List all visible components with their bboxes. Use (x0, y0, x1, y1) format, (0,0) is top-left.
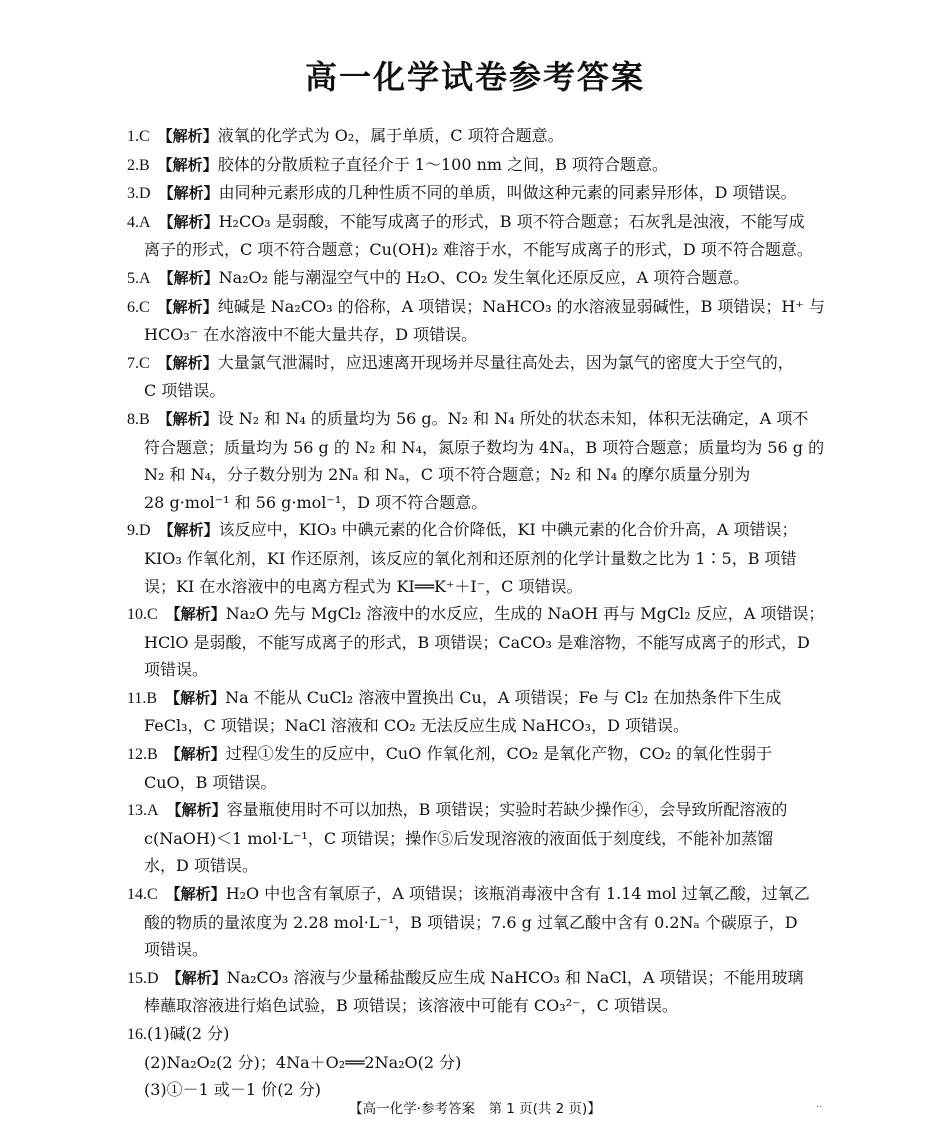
analysis-tag: 【解析】 (157, 353, 218, 372)
answer-line: HCO₃⁻ 在水溶液中不能大量共存，D 项错误。 (144, 325, 478, 345)
answer-line (127, 516, 827, 545)
answer-line: c(NaOH)＜1 mol·L⁻¹，C 项错误；操作⑤后发现溶液的液面低于刻度线，不能补加蒸馏 (144, 828, 774, 848)
answer-text: 液氧的化学式为 O₂，属于单质，C 项符合题意。 (217, 126, 564, 145)
analysis-tag: 【解析】 (165, 605, 226, 624)
page-footer: 【高一化学·参考答案 第 1 页(共 2 页)】 (349, 1101, 601, 1117)
analysis-tag: 【解析】 (165, 885, 226, 904)
analysis-tag: 【解析】 (157, 297, 218, 316)
answer-line (127, 208, 827, 237)
analysis-tag: 【解析】 (166, 801, 227, 820)
answer-line: 符合题意；质量均为 56 g 的 N₂ 和 N₄，氮原子数均为 4Nₐ，B 项符合题意；质量均为 56 g 的 (144, 437, 825, 457)
analysis-tag: 【解析】 (158, 212, 219, 231)
analysis-tag: 【解析】 (158, 521, 219, 540)
answer-item (127, 208, 827, 264)
analysis-tag: 【解析】 (165, 688, 226, 707)
corner-mark: ·· (816, 1102, 823, 1113)
answer-item (127, 349, 827, 405)
answer-line (127, 264, 827, 293)
item-number: 14.C (127, 886, 158, 904)
sub-answer-text: (1)碱(2 分) (147, 1024, 230, 1043)
answer-item (127, 405, 827, 516)
answer-text: Na₂O 先与 MgCl₂ 溶液中的水反应，生成的 NaOH 再与 MgCl₂ 反应，A 项错误； (225, 604, 825, 624)
answer-item (127, 264, 827, 293)
answer-text: Na₂CO₃ 溶液与少量稀盐酸反应生成 NaHCO₃ 和 NaCl，A 项错误；不能用玻璃 (226, 967, 804, 987)
item-number: 3.D (127, 185, 151, 203)
answer-item (127, 684, 827, 740)
answer-item (127, 122, 827, 151)
answer-item-16 (127, 1020, 827, 1104)
answer-line: 项错误。 (144, 660, 209, 680)
answer-line: FeCl₃，C 项错误；NaCl 溶液和 CO₂ 无法反应生成 NaHCO₃，D 项错误。 (144, 716, 689, 736)
answer-line: HClO 是弱酸，不能写成离子的形式，B 项错误；CaCO₃ 是难溶物，不能写成离子的形式，D (144, 632, 810, 652)
answer-line (127, 179, 827, 208)
item-number: 9.D (127, 522, 151, 540)
page-title: 高一化学试卷参考答案 (304, 58, 645, 96)
item-number: 8.B (127, 410, 150, 428)
item-number: 12.B (127, 746, 158, 764)
analysis-tag: 【解析】 (166, 968, 227, 987)
answer-line (127, 405, 827, 434)
item-number: 13.A (127, 802, 159, 820)
answer-text: 胶体的分散质粒子直径介于 1～100 nm 之间，B 项符合题意。 (217, 154, 668, 174)
answer-line: 项错误。 (144, 940, 209, 960)
answer-line: 28 g·mol⁻¹ 和 56 g·mol⁻¹，D 项不符合题意。 (144, 492, 488, 512)
item-number: 11.B (127, 689, 158, 707)
answer-line (127, 151, 827, 180)
item-number: 4.A (127, 213, 151, 231)
analysis-tag: 【解析】 (157, 127, 218, 145)
item-number: 1.C (127, 128, 150, 145)
answer-item (127, 516, 827, 600)
answer-text: 设 N₂ 和 N₄ 的质量均为 56 g。N₂ 和 N₄ 所处的状态未知，体积无法确定，A 项不 (217, 408, 809, 428)
sub-answer (127, 1020, 827, 1049)
answer-line (127, 684, 827, 713)
sub-answer: (2)Na₂O₂(2 分)；4Na＋O₂══2Na₂O(2 分) (144, 1052, 462, 1072)
answer-line (127, 796, 827, 825)
answer-item (127, 293, 827, 349)
answer-item (127, 600, 827, 684)
item-number: 16. (127, 1026, 147, 1043)
analysis-tag: 【解析】 (158, 184, 219, 203)
answer-text: Na 不能从 CuCl₂ 溶液中置换出 Cu，A 项错误；Fe 与 Cl₂ 在加热条件下生成 (225, 687, 782, 707)
answer-text: 纯碱是 Na₂CO₃ 的俗称，A 项错误；NaHCO₃ 的水溶液显弱碱性，B 项错误；H⁺ 与 (217, 296, 825, 316)
answer-line: 离子的形式，C 项不符合题意；Cu(OH)₂ 难溶于水，不能写成离子的形式，D 项不符合题意。 (144, 240, 813, 260)
answer-text: 过程①发生的反应中，CuO 作氧化剂，CO₂ 是氧化产物，CO₂ 的氧化性弱于 (225, 744, 773, 764)
answer-line (127, 349, 827, 378)
answer-text: 该反应中，KIO₃ 中碘元素的化合价降低，KI 中碘元素的化合价升高，A 项错误； (218, 520, 798, 540)
item-number: 10.C (127, 606, 158, 624)
answer-item (127, 796, 827, 880)
answer-line: CuO，B 项错误。 (144, 772, 277, 792)
analysis-tag: 【解析】 (158, 268, 219, 287)
answer-text: Na₂O₂ 能与潮湿空气中的 H₂O、CO₂ 发生氧化还原反应，A 项符合题意。 (218, 267, 750, 287)
answer-item (127, 151, 827, 180)
answer-item (127, 740, 827, 796)
answer-list (127, 122, 827, 1104)
answer-line: 酸的物质的量浓度为 2.28 mol·L⁻¹，B 项错误；7.6 g 过氧乙酸中含有 0.2Nₐ 个碳原子，D (144, 912, 798, 932)
answer-text: 由同种元素形成的几种性质不同的单质，叫做这种元素的同素异形体，D 项错误。 (218, 183, 797, 203)
answer-text: 容量瓶使用时不可以加热，B 项错误；实验时若缺少操作④，会导致所配溶液的 (226, 800, 788, 820)
answer-line (127, 740, 827, 769)
answer-line: 棒蘸取溶液进行焰色试验，B 项错误；该溶液中可能有 CO₃²⁻，C 项错误。 (144, 996, 678, 1016)
item-number: 5.A (127, 269, 151, 287)
answer-line: 水，D 项错误。 (144, 856, 258, 876)
answer-text: H₂O 中也含有氧原子，A 项错误；该瓶消毒液中含有 1.14 mol 过氧乙酸，过氧乙 (225, 884, 810, 904)
analysis-tag: 【解析】 (165, 745, 226, 764)
item-number: 15.D (127, 969, 159, 987)
answer-item (127, 179, 827, 208)
answer-line: KIO₃ 作氧化剂，KI 作还原剂，该反应的氧化剂和还原剂的化学计量数之比为 1∶5，B 项错 (144, 548, 797, 568)
answer-text: 大量氯气泄漏时，应迅速离开现场并尽量往高处去，因为氯气的密度大于空气的， (217, 352, 794, 372)
answer-line (127, 600, 827, 629)
item-number: 2.B (127, 156, 150, 174)
sub-answer: (3)①－1 或－1 价(2 分) (144, 1080, 321, 1100)
answer-line (127, 293, 827, 322)
item-number: 7.C (127, 354, 150, 372)
item-number: 6.C (127, 298, 150, 316)
answer-line (127, 122, 827, 151)
answer-line: N₂ 和 N₄，分子数分别为 2Nₐ 和 Nₐ，C 项不符合题意；N₂ 和 N₄ 的摩尔质量分别为 (144, 465, 751, 485)
answer-text: H₂CO₃ 是弱酸，不能写成离子的形式，B 项不符合题意；石灰乳是浊液，不能写成 (218, 211, 805, 231)
answer-item (127, 880, 827, 964)
answer-item (127, 964, 827, 1020)
answer-line (127, 880, 827, 909)
answer-line: 误；KI 在水溶液中的电离方程式为 KI══K⁺＋I⁻，C 项错误。 (144, 576, 583, 596)
analysis-tag: 【解析】 (157, 155, 218, 174)
answer-line (127, 964, 827, 993)
answer-line: C 项错误。 (144, 381, 226, 401)
analysis-tag: 【解析】 (157, 409, 218, 428)
